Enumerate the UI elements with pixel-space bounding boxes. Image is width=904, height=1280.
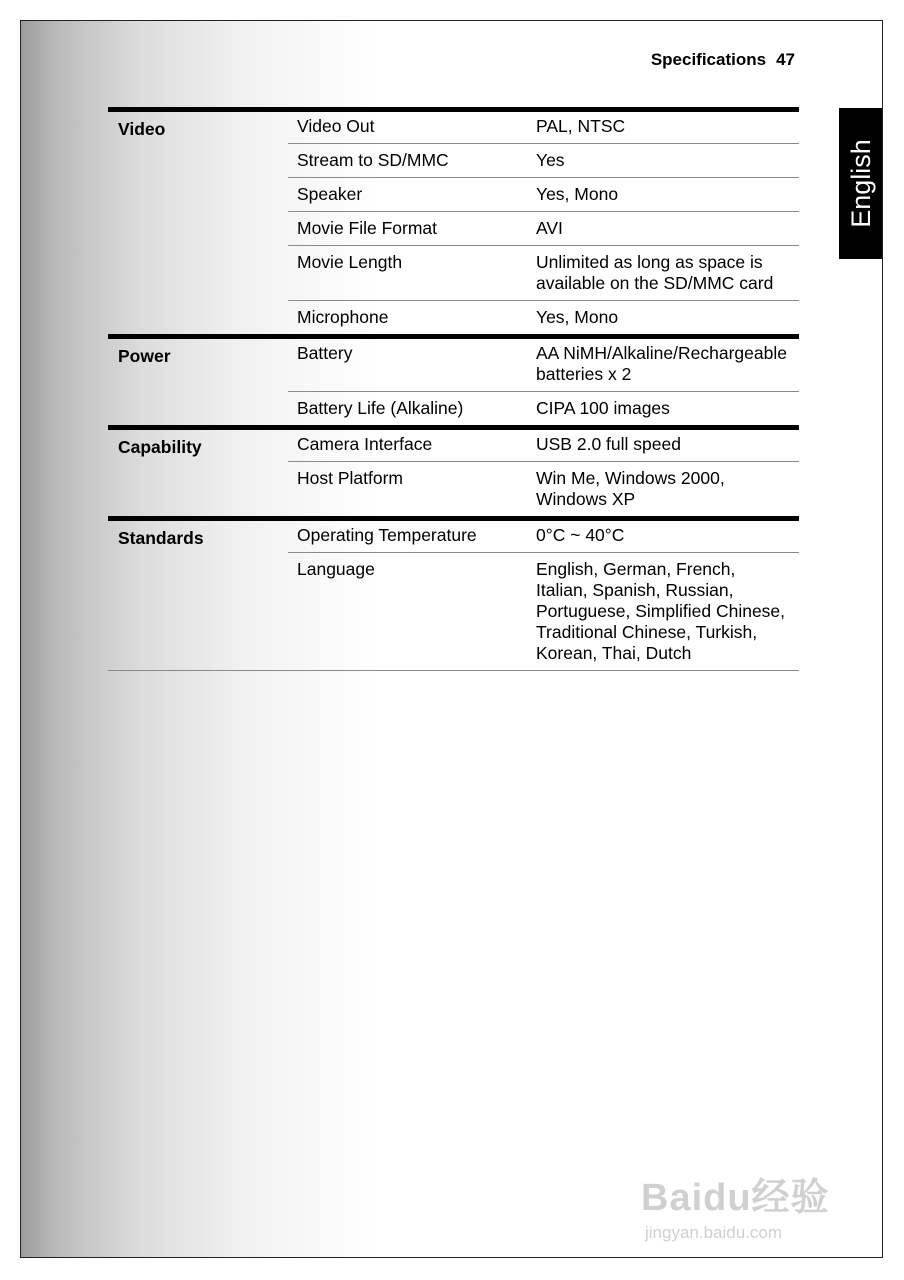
spec-value (527, 144, 799, 178)
spec-value (527, 212, 799, 246)
spec-value-line: PAL, NTSC (536, 116, 626, 136)
spec-value-line: available on the SD/MMC card (536, 273, 774, 293)
spec-category: Video (108, 110, 288, 337)
table-row (108, 337, 799, 392)
spec-item: Battery (288, 337, 527, 392)
header-title: Specifications (650, 50, 767, 69)
spec-item: Camera Interface (288, 428, 527, 462)
spec-value-line: Yes, Mono (536, 184, 619, 204)
spec-item: Movie Length (288, 246, 527, 301)
spec-value-line: AVI (536, 218, 563, 238)
table-row (108, 110, 799, 144)
watermark-url: jingyan.baidu.com (645, 1223, 783, 1242)
spec-item: Video Out (288, 110, 527, 144)
table-row (108, 519, 799, 553)
spec-value-line: Win Me, Windows 2000, (536, 468, 725, 488)
spec-item: Operating Temperature (288, 519, 527, 553)
language-tab (839, 108, 883, 259)
spec-value-line: batteries x 2 (536, 364, 632, 384)
spec-item: Speaker (288, 178, 527, 212)
spec-item: Battery Life (Alkaline) (288, 392, 527, 428)
spec-item: Language (288, 553, 527, 671)
spec-value-line: USB 2.0 full speed (536, 434, 681, 454)
spec-value-line: Italian, Spanish, Russian, (536, 580, 734, 600)
spec-value (527, 519, 799, 553)
spec-value (527, 553, 799, 671)
spec-value-line: Yes, Mono (536, 307, 619, 327)
spec-value (527, 246, 799, 301)
spec-item: Stream to SD/MMC (288, 144, 527, 178)
specifications-table (108, 107, 799, 671)
spec-value-line: Windows XP (536, 489, 636, 509)
watermark-logo-text: Baidu经验 (641, 1177, 830, 1219)
spec-value (527, 178, 799, 212)
document-page (20, 20, 883, 1258)
spec-item: Host Platform (288, 462, 527, 519)
spec-value (527, 110, 799, 144)
spec-value-line: Yes (536, 150, 565, 170)
spec-value-line: 0°C ~ 40°C (536, 525, 625, 545)
spec-value (527, 462, 799, 519)
page-number: 47 (776, 50, 795, 69)
baidu-watermark (641, 1166, 830, 1243)
spec-value (527, 428, 799, 462)
table-row (108, 428, 799, 462)
spec-value-line: CIPA 100 images (536, 398, 670, 418)
spec-value-line: Korean, Thai, Dutch (536, 643, 692, 663)
spec-value (527, 337, 799, 392)
spec-value-line: Unlimited as long as space is (536, 252, 763, 272)
spec-value-line: Portuguese, Simplified Chinese, (536, 601, 786, 621)
spec-category: Capability (108, 428, 288, 519)
spec-category: Standards (108, 519, 288, 671)
spec-value-line: AA NiMH/Alkaline/Rechargeable (536, 343, 787, 363)
page-header (651, 50, 795, 70)
spec-value-line: English, German, French, (536, 559, 736, 579)
spec-item: Microphone (288, 301, 527, 337)
language-tab-label: English (846, 139, 876, 228)
spec-category: Power (108, 337, 288, 428)
spec-item: Movie File Format (288, 212, 527, 246)
spec-value (527, 301, 799, 337)
spec-value (527, 392, 799, 428)
spec-value-line: Traditional Chinese, Turkish, (536, 622, 758, 642)
